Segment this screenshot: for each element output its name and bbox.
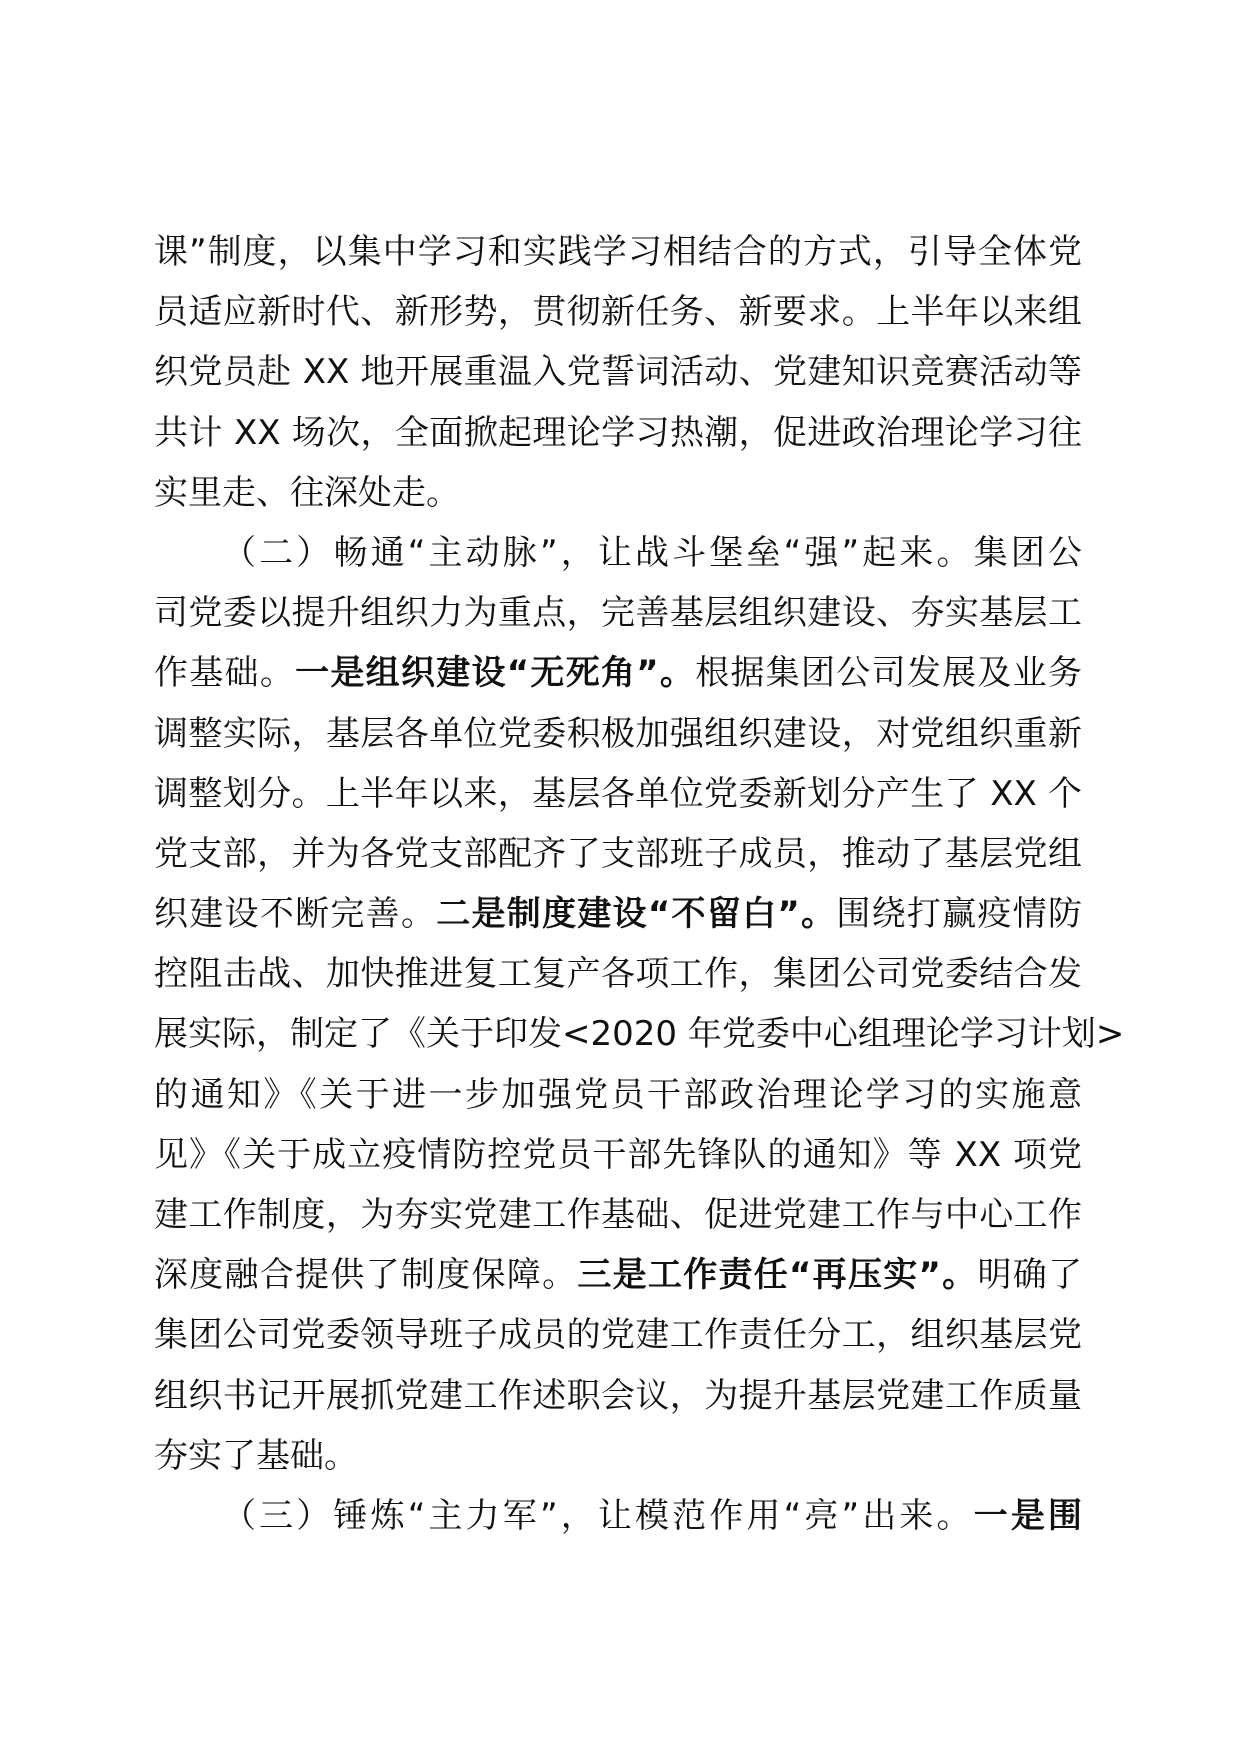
paragraph-2-line [154,1245,1082,1305]
paragraph-2-line [154,884,1082,944]
body-text: 作基础。 [154,653,296,694]
paragraph-2-line: 组织书记开展抓党建工作述职会议，为提升基层党建工作质量 [154,1375,1082,1416]
paragraph-2-line: 建工作制度，为夯实党建工作基础、促进党建工作与中心工作 [154,1195,1082,1235]
body-text: （三）锤炼“主力军”，让模范作用“亮”出来。 [222,1495,974,1536]
paragraph-2-heading-line: （二）畅通“主动脉”，让战斗堡垒“强”起来。集团公 [222,532,1082,573]
paragraph-2-line [154,643,1082,703]
paragraph-2-line: 调整划分。上半年以来，基层各单位党委新划分产生了 XX 个 [154,773,1082,814]
body-text: 根据集团公司发展及业务 [695,653,1082,694]
paragraph-2-line: 党支部，并为各党支部配齐了支部班子成员，推动了基层党组 [154,833,1082,874]
bold-point-1: 一是组织建设“无死角”。 [295,653,696,694]
body-text: 围绕打赢疫情防 [836,894,1082,935]
paragraph-2-line: 控阻击战、加快推进复工复产各项工作，集团公司党委结合发 [154,954,1082,995]
document-page [154,222,1125,1546]
body-text: 织建设不断完善。 [154,894,437,935]
body-text: 明确了 [977,1255,1082,1296]
paragraph-2-line: 夯实了基础。 [154,1435,358,1476]
paragraph-2-line: 展实际，制定了《关于印发<2020 年党委中心组理论学习计划> [154,1014,1125,1055]
paragraph-1-line: 员适应新时代、新形势，贯彻新任务、新要求。上半年以来组 [154,292,1082,333]
paragraph-2-line: 见》《关于成立疫情防控党员干部先锋队的通知》等 XX 项党 [154,1134,1082,1175]
paragraph-1-line: 实里走、往深处走。 [154,472,460,513]
paragraph-2-line: 的通知》《关于进一步加强党员干部政治理论学习的实施意 [154,1074,1082,1115]
paragraph-2-line: 调整实际，基层各单位党委积极加强组织建设，对党组织重新 [154,713,1082,754]
paragraph-1-line: 织党员赴 XX 地开展重温入党誓词活动、党建知识竞赛活动等 [154,352,1082,393]
paragraph-1-line: 共计 XX 场次，全面掀起理论学习热潮，促进政治理论学习往 [154,412,1082,453]
paragraph-1-line: 课”制度，以集中学习和实践学习相结合的方式，引导全体党 [154,232,1082,272]
bold-point-2: 二是制度建设“不留白”。 [436,894,837,935]
paragraph-3-heading-line [154,1486,1082,1546]
bold-point-1: 一是围 [973,1495,1082,1536]
bold-point-3: 三是工作责任“再压实”。 [577,1255,978,1296]
paragraph-2-line: 集团公司党委领导班子成员的党建工作责任分工，组织基层党 [154,1315,1082,1356]
body-text: 深度融合提供了制度保障。 [154,1255,578,1296]
paragraph-2-line: 司党委以提升组织力为重点，完善基层组织建设、夯实基层工 [154,593,1082,634]
